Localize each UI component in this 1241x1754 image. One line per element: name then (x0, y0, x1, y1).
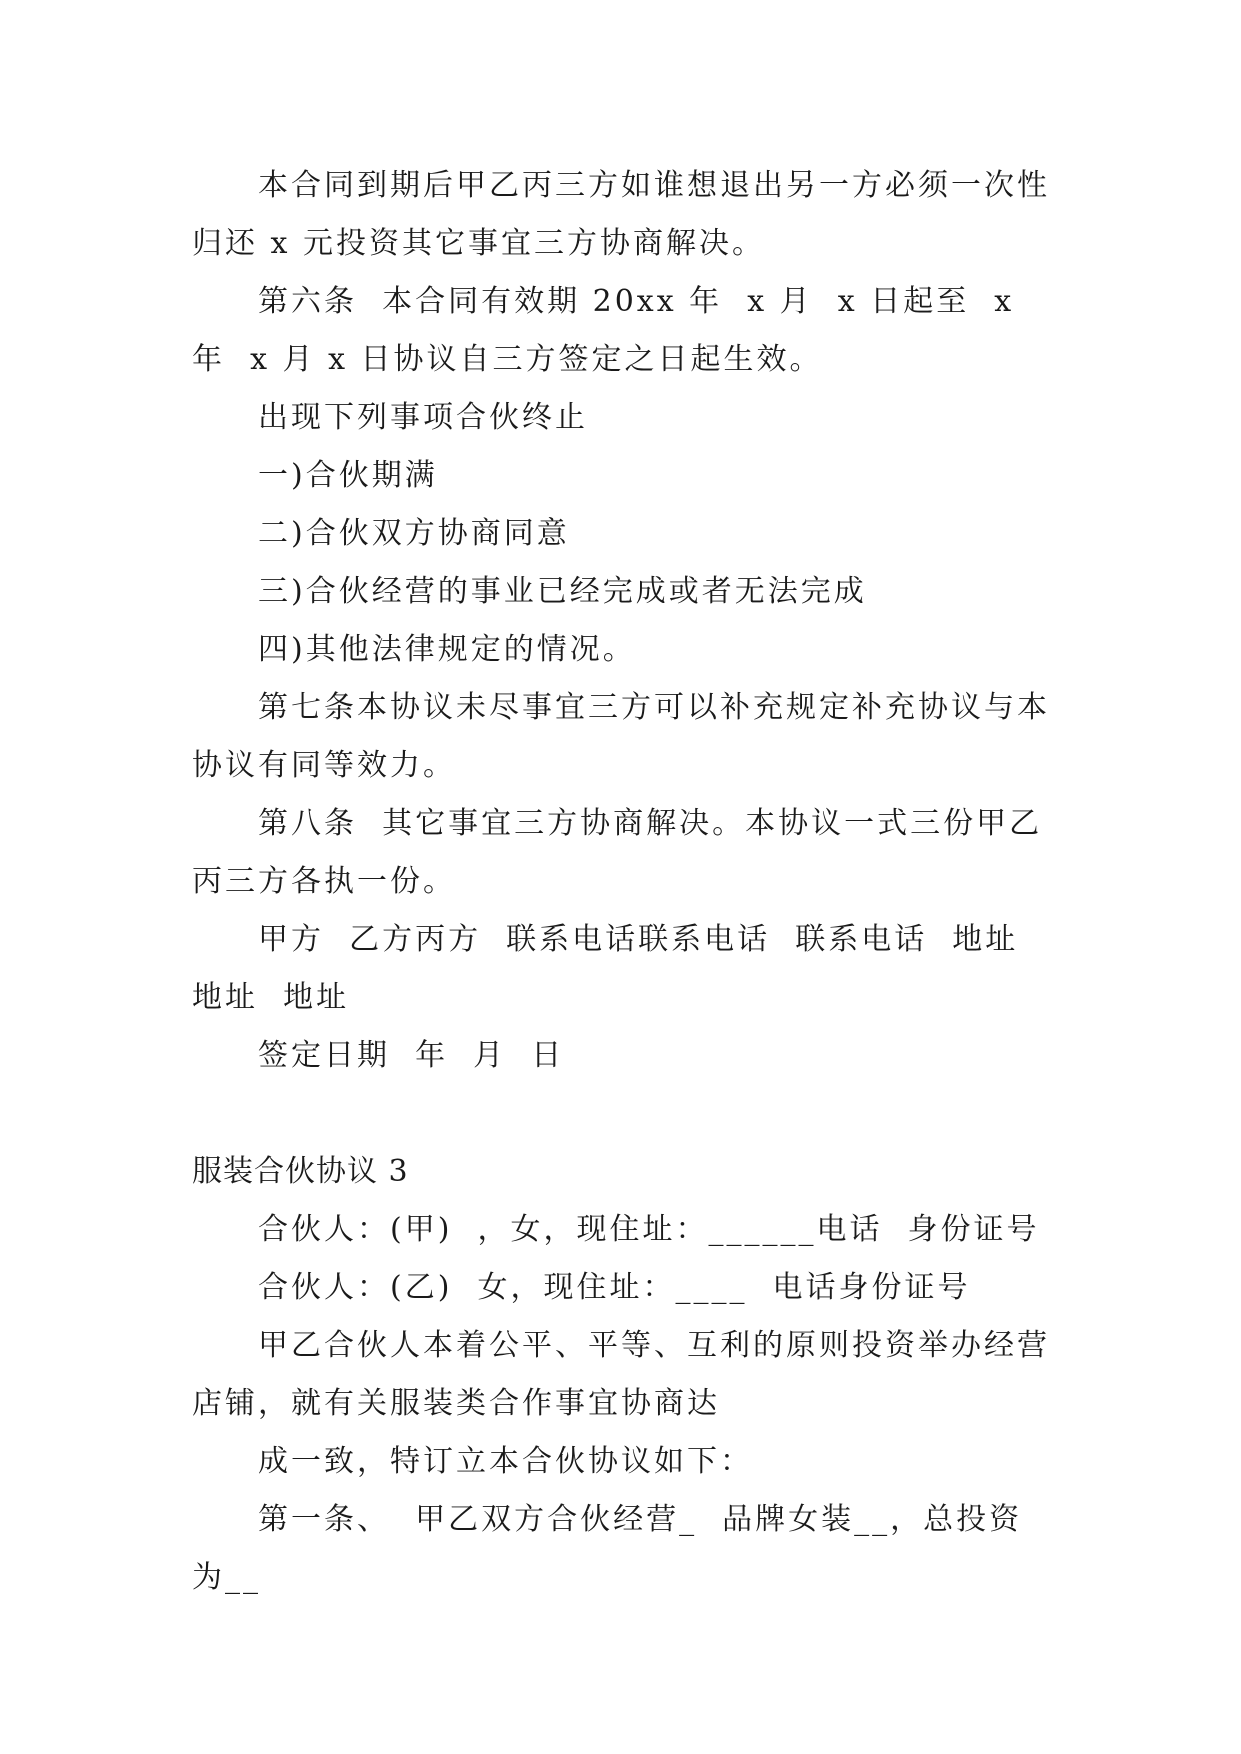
paragraph-termination-intro: 出现下列事项合伙终止 (258, 400, 588, 435)
paragraph-article-8: 第八条 其它事宜三方协商解决。本协议一式三份甲乙丙三方各执一份。 (192, 806, 1043, 899)
paragraph-partner-b: 合伙人：(乙) 女，现住址：____ 电话身份证号 (258, 1270, 971, 1305)
paragraph-agreement-intro: 成一致，特订立本合伙协议如下： (258, 1444, 753, 1479)
list-item-term-expired: 一)合伙期满 (258, 458, 438, 493)
paragraph-article-1: 第一条、 甲乙双方合伙经营_ 品牌女装__，总投资为__ (192, 1502, 1023, 1595)
section-title: 服装合伙协议 3 (192, 1154, 409, 1189)
paragraph-signatories: 甲方 乙方丙方 联系电话联系电话 联系电话 地址 地址 地址 (192, 922, 1044, 1015)
paragraph-partner-a: 合伙人：(甲) ，女，现住址：______电话 身份证号 (258, 1212, 1040, 1247)
paragraph-principles: 甲乙合伙人本着公平、平等、互利的原则投资举办经营店铺，就有关服装类合作事宜协商达 (192, 1328, 1050, 1421)
list-item-business-completed: 三)合伙经营的事业已经完成或者无法完成 (258, 574, 867, 609)
section-spacer (192, 1085, 1052, 1143)
list-item-mutual-consent: 二)合伙双方协商同意 (258, 516, 570, 551)
paragraph-signing-date: 签定日期 年 月 日 (258, 1038, 565, 1073)
paragraph-refund-clause: 本合同到期后甲乙丙三方如谁想退出另一方必须一次性归还 x 元投资其它事宜三方协商解决。 (192, 168, 1050, 261)
paragraph-article-7: 第七条本协议未尽事宜三方可以补充规定补充协议与本协议有同等效力。 (192, 690, 1050, 783)
document-body (192, 157, 1052, 1607)
paragraph-article-6: 第六条 本合同有效期 20xx 年 x 月 x 日起至 x 年 x 月 x 日协议自三方签定之日起生效。 (192, 284, 1027, 377)
list-item-other-legal: 四)其他法律规定的情况。 (258, 632, 636, 667)
